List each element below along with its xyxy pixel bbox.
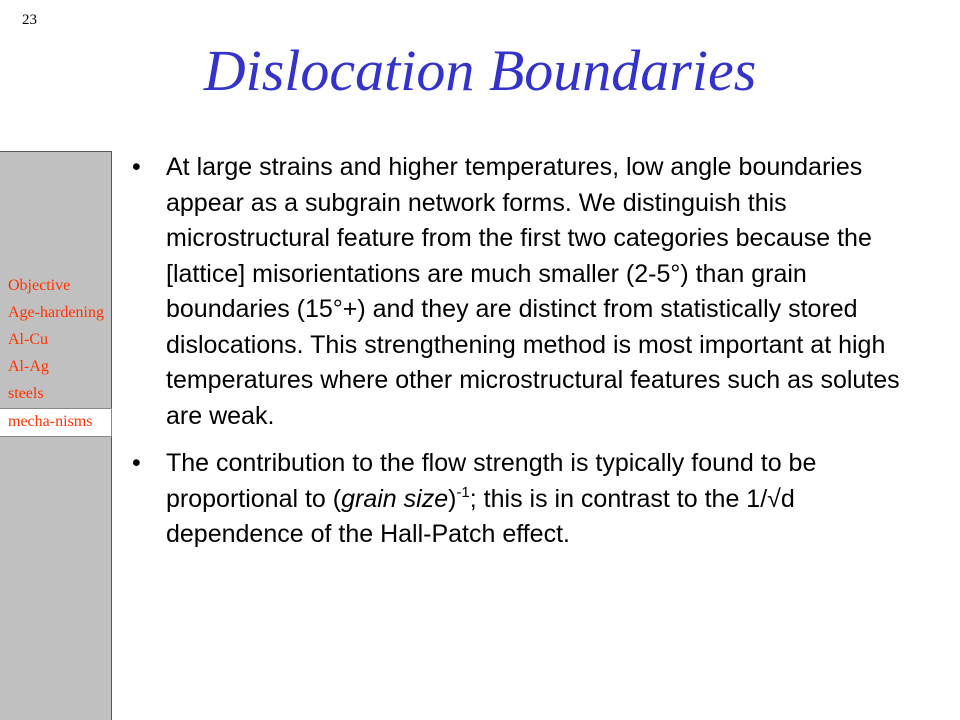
bullet-text-italic: grain size — [341, 484, 449, 513]
bullet-list — [128, 150, 908, 565]
sidebar-item-mechanisms[interactable]: mecha-nisms — [0, 408, 112, 437]
bullet-text-part: ) — [448, 484, 457, 513]
bullet-glyph: • — [132, 449, 141, 477]
sidebar-item-age-hardening[interactable]: Age-hardening — [8, 304, 104, 321]
bullet-glyph: • — [132, 153, 141, 181]
sidebar-item-al-cu[interactable]: Al-Cu — [8, 331, 48, 348]
slide-number: 23 — [22, 12, 37, 28]
sidebar-nav — [0, 273, 112, 437]
bullet-item — [128, 150, 908, 434]
sidebar-item-steels[interactable]: steels — [8, 385, 44, 402]
bullet-text: At large strains and higher temperatures, low angle boundaries appear as a subgrain network forms. We distinguish this microstructural feature from the first two categories because the [lattice] misorientations are much smaller (2-5°) than grain boundaries (15°+) and they are distinct from statistically stored dislocations. This strengthening method is most important at high temperatures where other microstructural features such as solutes are weak. — [166, 153, 900, 430]
bullet-text-part: The contribution to the flow strength is typically found to be proportional to ( — [166, 449, 817, 513]
sidebar-item-al-ag[interactable]: Al-Ag — [8, 358, 49, 375]
superscript-exponent: -1 — [456, 483, 470, 501]
sidebar-item-objective[interactable]: Objective — [8, 277, 71, 294]
bullet-text — [166, 449, 816, 548]
bullet-text-part: ; this is in contrast to the 1/√d dependence of the Hall-Patch effect. — [166, 484, 795, 548]
slide-title: Dislocation Boundaries — [203, 38, 757, 103]
bullet-item — [128, 446, 908, 553]
